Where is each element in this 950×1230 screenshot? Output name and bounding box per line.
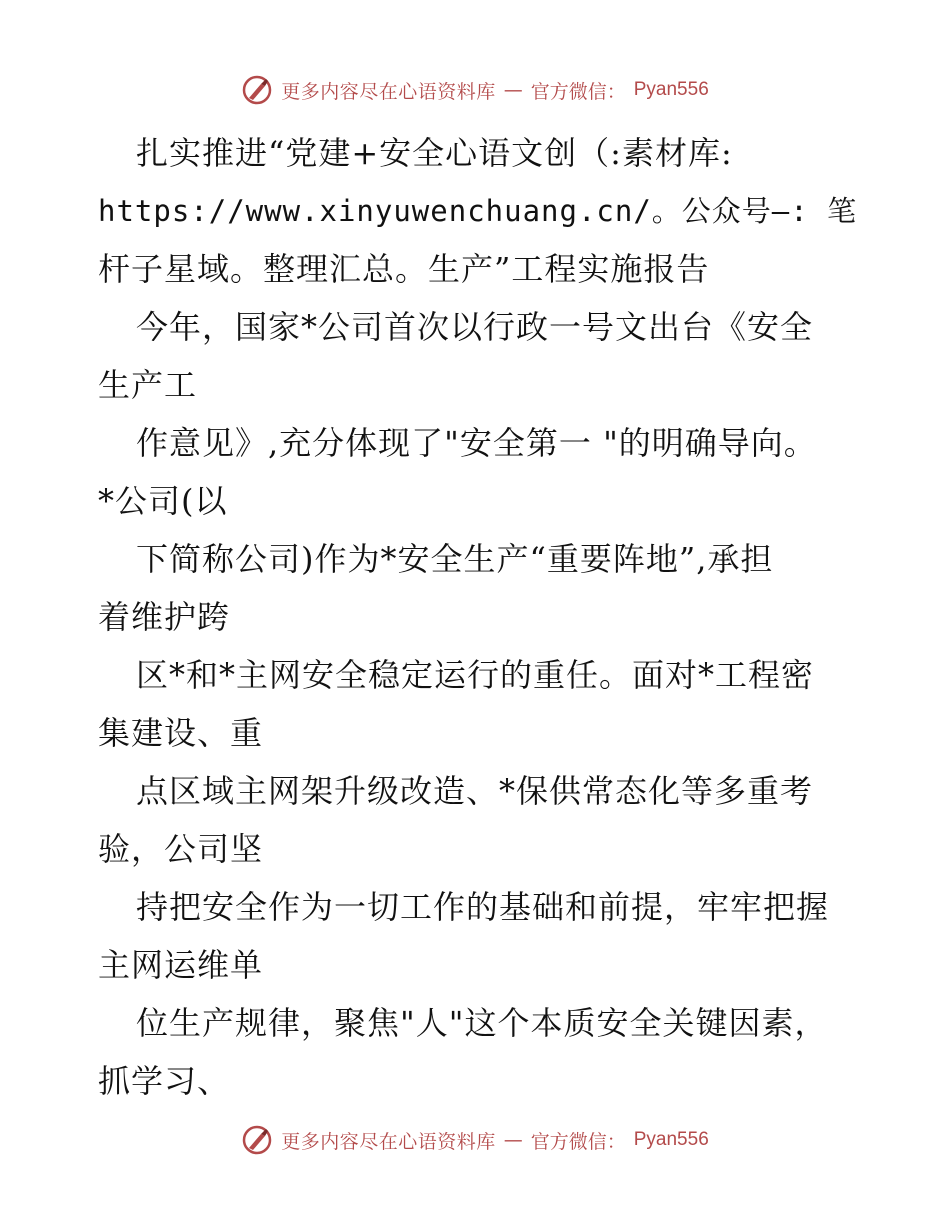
watermark-brand-text: 更多内容尽在心语资料库 [281, 1130, 496, 1153]
document-text-line: 位生产规律，聚焦"人"这个本质安全关键因素， [136, 1004, 828, 1042]
watermark-official-label: 官方微信： [530, 1130, 626, 1153]
pen-nib-logo-icon [241, 1124, 273, 1156]
document-text-line: 验，公司坚 [98, 830, 264, 868]
watermark-brand-text: 更多内容尽在心语资料库 [281, 80, 496, 103]
document-text-line: 集建设、重 [98, 714, 264, 752]
header-watermark [0, 70, 950, 110]
document-body [98, 124, 858, 1110]
document-text-line: 着维护跨 [98, 598, 231, 636]
document-text-line: 下简称公司)作为*安全生产“重要阵地”,承担 [136, 540, 774, 578]
watermark-official-label: 官方微信： [530, 80, 626, 103]
watermark-separator: — [503, 79, 523, 101]
document-text-line: 区*和*主网安全稳定运行的重任。面对*工程密 [136, 656, 815, 694]
watermark-wechat-id: Pyan556 [633, 79, 709, 100]
document-text-line: 抓学习、 [98, 1062, 231, 1100]
document-text-line: *公司(以 [98, 482, 228, 520]
watermark-wechat-id: Pyan556 [633, 1129, 709, 1150]
pen-nib-logo-icon [241, 74, 273, 106]
document-text-line: 主网运维单 [98, 946, 264, 984]
footer-watermark [0, 1120, 950, 1160]
document-text-line: 扎实推进“党建+安全心语文创（:素材库: [136, 134, 733, 172]
document-text-line: https://www.xinyuwenchuang.cn/。公众号—: 笔 [98, 194, 858, 228]
document-text-line: 点区域主网架升级改造、*保供常态化等多重考 [136, 772, 814, 810]
document-text-line: 作意见》,充分体现了"安全第一 "的明确导向。 [136, 424, 817, 462]
watermark-separator: — [503, 1129, 523, 1151]
document-text-line: 杆子星域。整理汇总。生产”工程实施报告 [98, 250, 710, 288]
document-text-line: 今年，国家*公司首次以行政一号文出台《安全 [136, 308, 814, 346]
document-text-line: 持把安全作为一切工作的基础和前提，牢牢把握 [136, 888, 830, 926]
document-text-line: 生产工 [98, 366, 198, 404]
